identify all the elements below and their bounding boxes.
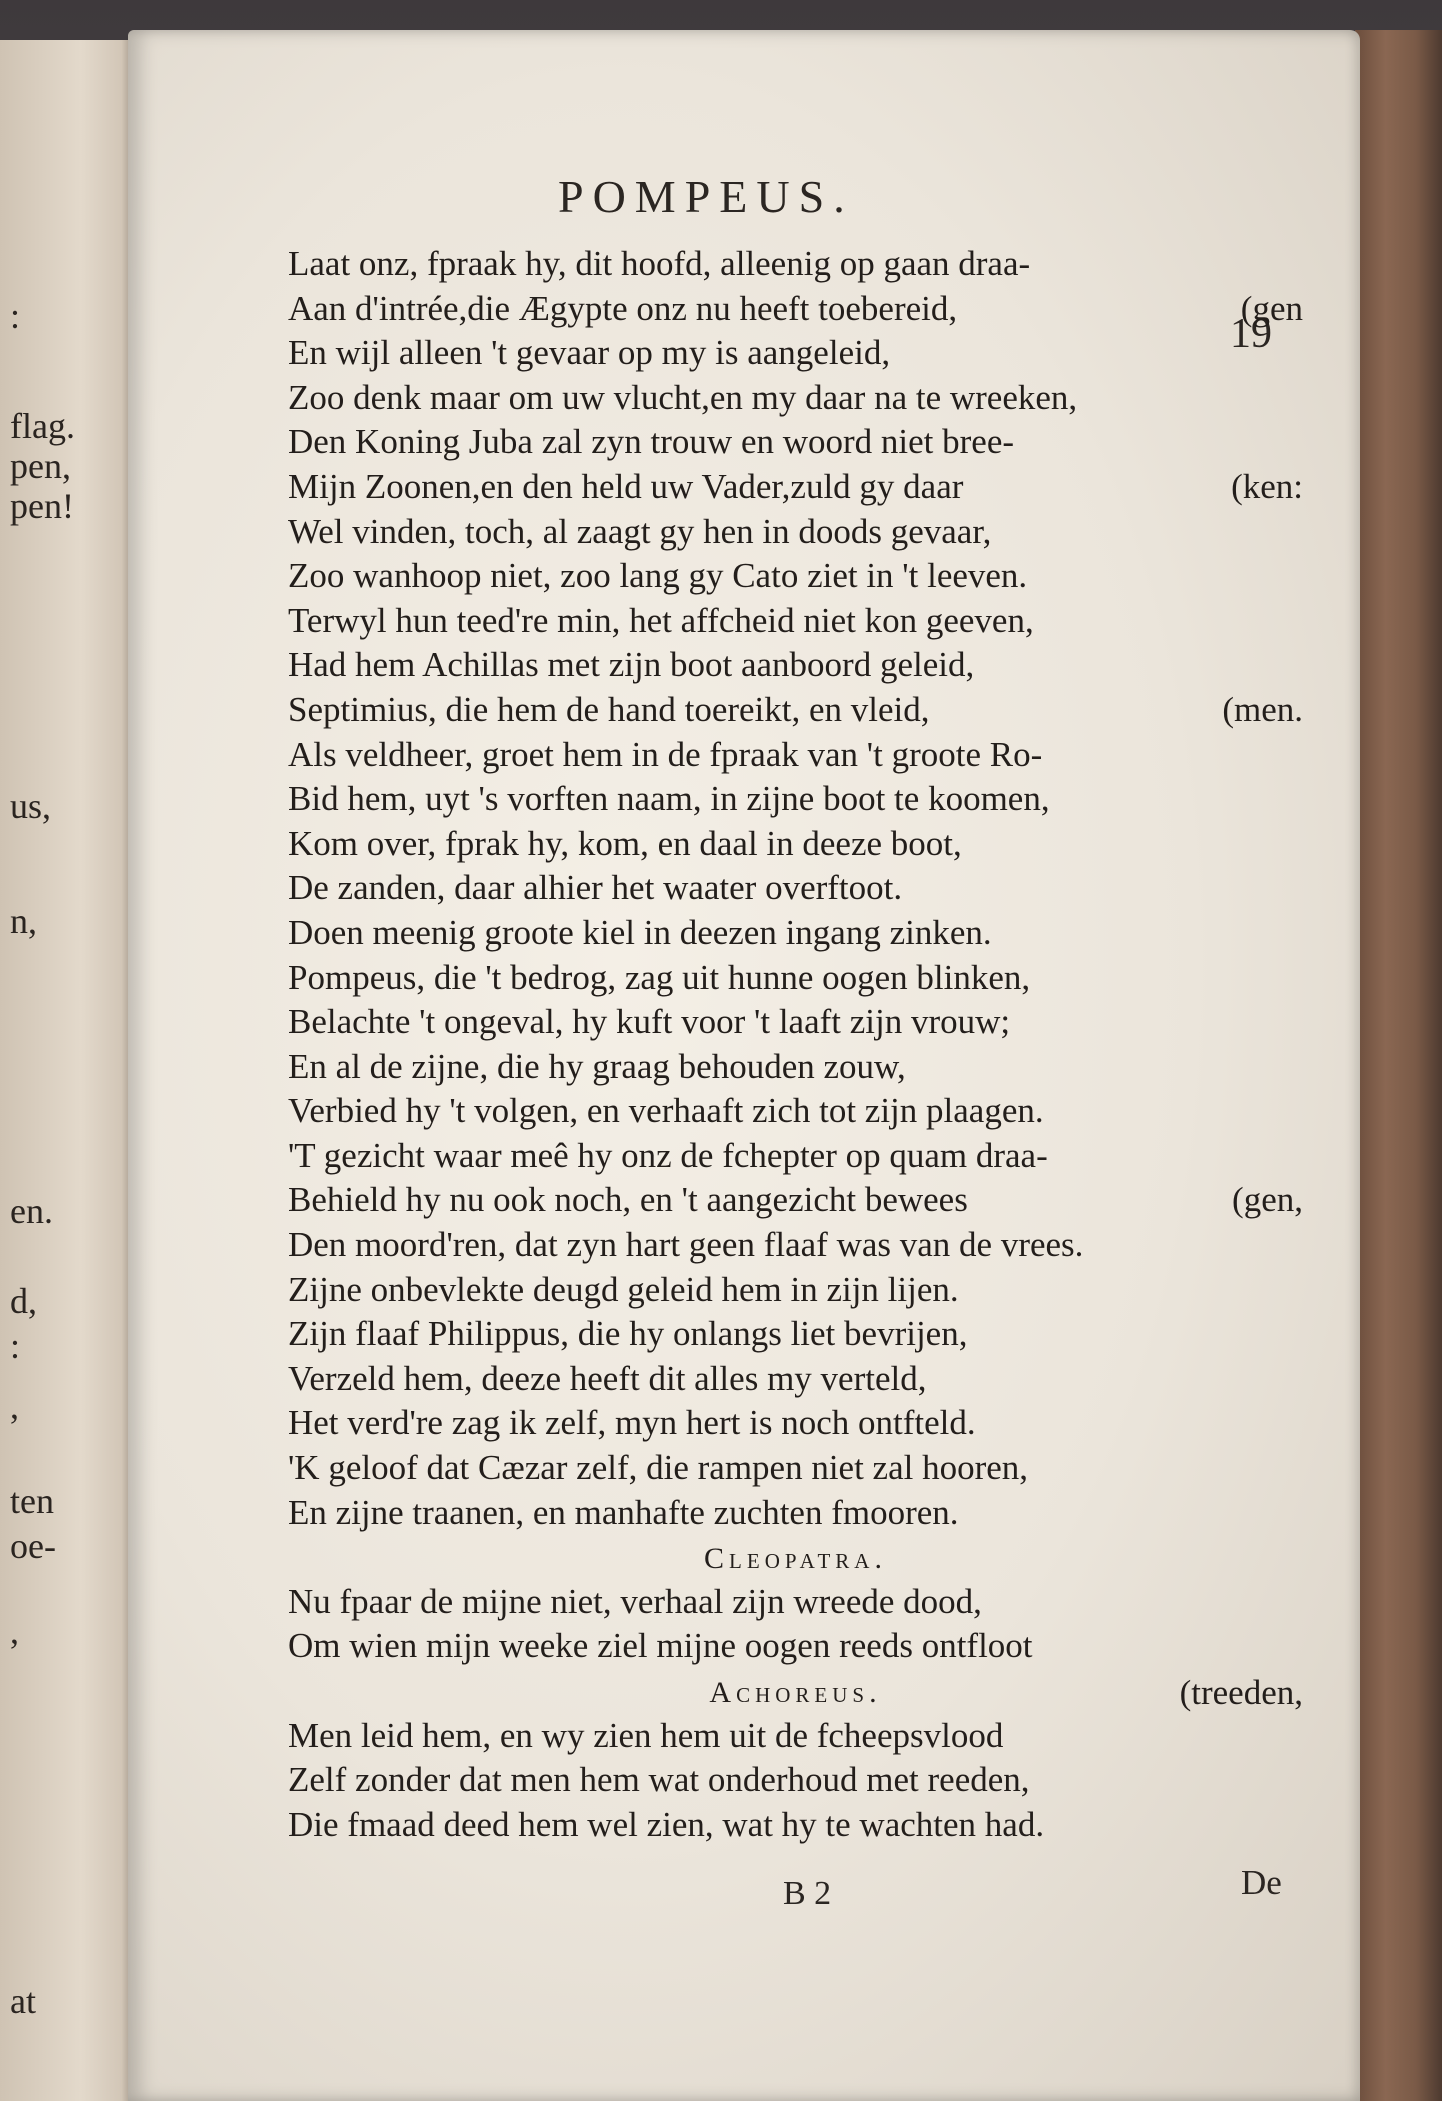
verse-line-text: Aan d'intrée,die Ægypte onz nu heeft toebereid, xyxy=(288,288,958,328)
verse-line-text: De zanden, daar alhier het waater overftoot. xyxy=(288,868,903,908)
verse-line xyxy=(288,510,1303,555)
left-fragment: us, xyxy=(10,786,52,826)
verse-line-text: En zijne traanen, en manhafte zuchten fmooren. xyxy=(288,1492,959,1532)
verse-line-text: Laat onz, fpraak hy, dit hoofd, alleenig op gaan draa- xyxy=(288,244,1031,283)
verse-line-text: Zelf zonder dat men hem wat onderhoud met reeden, xyxy=(288,1760,1030,1800)
verse-line-text: Zijn flaaf Philippus, die hy onlangs liet bevrijen, xyxy=(288,1314,968,1354)
verse-line xyxy=(288,376,1303,421)
speaker-label: Cleopatra. xyxy=(704,1542,887,1576)
speaker-name xyxy=(288,1535,1303,1580)
verse-line xyxy=(288,733,1303,778)
turnover-word: (men. xyxy=(1222,689,1303,729)
verse-line-text: En wijl alleen 't gevaar op my is aangeleid, xyxy=(288,333,891,373)
verse-line xyxy=(288,1268,1303,1313)
turnover-word: (treeden, xyxy=(1179,1673,1303,1712)
verse-line xyxy=(288,866,1303,911)
verse-line xyxy=(288,1223,1303,1268)
verse-line-text: Had hem Achillas met zijn boot aanboord geleid, xyxy=(288,645,975,685)
verse-line xyxy=(288,956,1303,1001)
verse-line xyxy=(288,1758,1303,1803)
verse-line-text: Verbied hy 't volgen, en verhaaft zich tot zijn plaagen. xyxy=(288,1091,1044,1131)
verse-line xyxy=(288,554,1303,599)
verse-line xyxy=(288,465,1303,510)
verse-line-text: Mijn Zoonen,en den held uw Vader,zuld gy daar xyxy=(288,466,964,506)
speaker-label: Achoreus. xyxy=(709,1676,882,1709)
verse-line xyxy=(288,1045,1303,1090)
verse-line-text: Zoo wanhoop niet, zoo lang gy Cato ziet in 't leeven. xyxy=(288,556,1028,596)
catchword: De xyxy=(1241,1863,1282,1902)
page-number: 19 xyxy=(1230,311,1272,357)
verse-line xyxy=(288,1401,1303,1446)
verse-line xyxy=(288,1134,1303,1179)
left-fragment: at xyxy=(10,1981,36,2021)
verse-line xyxy=(288,1312,1303,1357)
signature-mark: B 2 xyxy=(783,1875,832,1912)
speaker-name xyxy=(288,1669,1303,1714)
verse-text xyxy=(288,242,1303,1847)
turnover-word: (gen, xyxy=(1232,1180,1303,1220)
book-binding xyxy=(1355,30,1442,2101)
left-fragment: ten xyxy=(10,1481,54,1521)
verse-line xyxy=(288,1491,1303,1536)
left-fragment: n, xyxy=(10,901,37,941)
verse-line-text: 'T gezicht waar meê hy onz de fchepter op quam draa- xyxy=(288,1135,1048,1175)
turnover-word: (ken: xyxy=(1231,466,1303,506)
verse-line xyxy=(288,643,1303,688)
verse-line-text: Die fmaad deed hem wel zien, wat hy te wachten had. xyxy=(288,1804,1045,1844)
verse-line xyxy=(288,1446,1303,1491)
verse-line xyxy=(288,242,1303,287)
verse-line xyxy=(288,911,1303,956)
running-title: POMPEUS. xyxy=(558,171,854,222)
verse-line-text: 'K geloof dat Cæzar zelf, die rampen niet zal hooren, xyxy=(288,1448,1029,1488)
verse-line xyxy=(288,1714,1303,1759)
verse-line-text: Belachte 't ongeval, hy kuft voor 't laaft zijn vrouw; xyxy=(288,1002,1011,1042)
left-fragment: pen! xyxy=(10,486,74,526)
verse-line-text: En al de zijne, die hy graag behouden zouw, xyxy=(288,1046,906,1086)
verse-line xyxy=(288,287,1303,332)
verse-line xyxy=(288,1178,1303,1223)
verse-line-text: Den moord'ren, dat zyn hart geen flaaf was van de vrees. xyxy=(288,1225,1084,1265)
left-fragment: d, xyxy=(10,1281,37,1321)
verse-line-text: Behield hy nu ook noch, en 't aangezicht bewees xyxy=(288,1180,968,1220)
verse-line-text: Als veldheer, groet hem in de fpraak van 't groote Ro- xyxy=(288,734,1043,774)
page-footer xyxy=(258,1863,1442,1925)
verse-line xyxy=(288,599,1303,644)
left-fragment: oe- xyxy=(10,1526,56,1566)
verse-line xyxy=(288,822,1303,867)
verse-line xyxy=(288,688,1303,733)
verse-line xyxy=(288,1000,1303,1045)
verse-line-text: Kom over, fprak hy, kom, en daal in deeze boot, xyxy=(288,823,962,863)
verse-line-text: Den Koning Juba zal zyn trouw en woord niet bree- xyxy=(288,422,1015,462)
left-fragment: flag. xyxy=(10,406,75,446)
verse-line-text: Pompeus, die 't bedrog, zag uit hunne oogen blinken, xyxy=(288,957,1031,997)
verse-line-text: Verzeld hem, deeze heeft dit alles my verteld, xyxy=(288,1358,927,1398)
left-fragment: , xyxy=(10,1386,19,1426)
verse-line-text: Zoo denk maar om uw vlucht,en my daar na te wreeken, xyxy=(288,377,1078,417)
verse-line xyxy=(288,331,1303,376)
verse-line-text: Bid hem, uyt 's vorften naam, in zijne boot te koomen, xyxy=(288,779,1050,819)
left-fragment: pen, xyxy=(10,446,71,486)
turnover-word: (gen xyxy=(1240,288,1303,328)
verse-line-text: Terwyl hun teed're min, het affcheid niet kon geeven, xyxy=(288,600,1034,640)
verse-line-text: Het verd're zag ik zelf, myn hert is noch ontfteld. xyxy=(288,1403,976,1443)
verse-line xyxy=(288,1089,1303,1134)
left-fragment: : xyxy=(10,296,21,336)
verse-line xyxy=(288,1803,1303,1848)
book-page xyxy=(128,30,1360,2101)
left-fragment: , xyxy=(10,1611,19,1651)
previous-page-edge xyxy=(0,40,135,2101)
left-fragment: : xyxy=(10,1326,21,1366)
verse-line xyxy=(288,1580,1303,1625)
verse-line xyxy=(288,1624,1303,1669)
verse-line-text: Wel vinden, toch, al zaagt gy hen in doods gevaar, xyxy=(288,511,992,551)
verse-line-text: Men leid hem, en wy zien hem uit de fcheepsvlood xyxy=(288,1715,1004,1755)
verse-line-text: Nu fpaar de mijne niet, verhaal zijn wreede dood, xyxy=(288,1581,982,1621)
verse-line xyxy=(288,777,1303,822)
verse-line-text: Septimius, die hem de hand toereikt, en vleid, xyxy=(288,689,930,729)
verse-line xyxy=(288,1357,1303,1402)
verse-line-text: Zijne onbevlekte deugd geleid hem in zijn lijen. xyxy=(288,1269,959,1309)
verse-line xyxy=(288,420,1303,465)
left-fragment: en. xyxy=(10,1191,53,1231)
verse-line-text: Om wien mijn weeke ziel mijne oogen reeds ontfloot xyxy=(288,1626,1033,1666)
verse-line-text: Doen meenig groote kiel in deezen ingang zinken. xyxy=(288,912,992,952)
